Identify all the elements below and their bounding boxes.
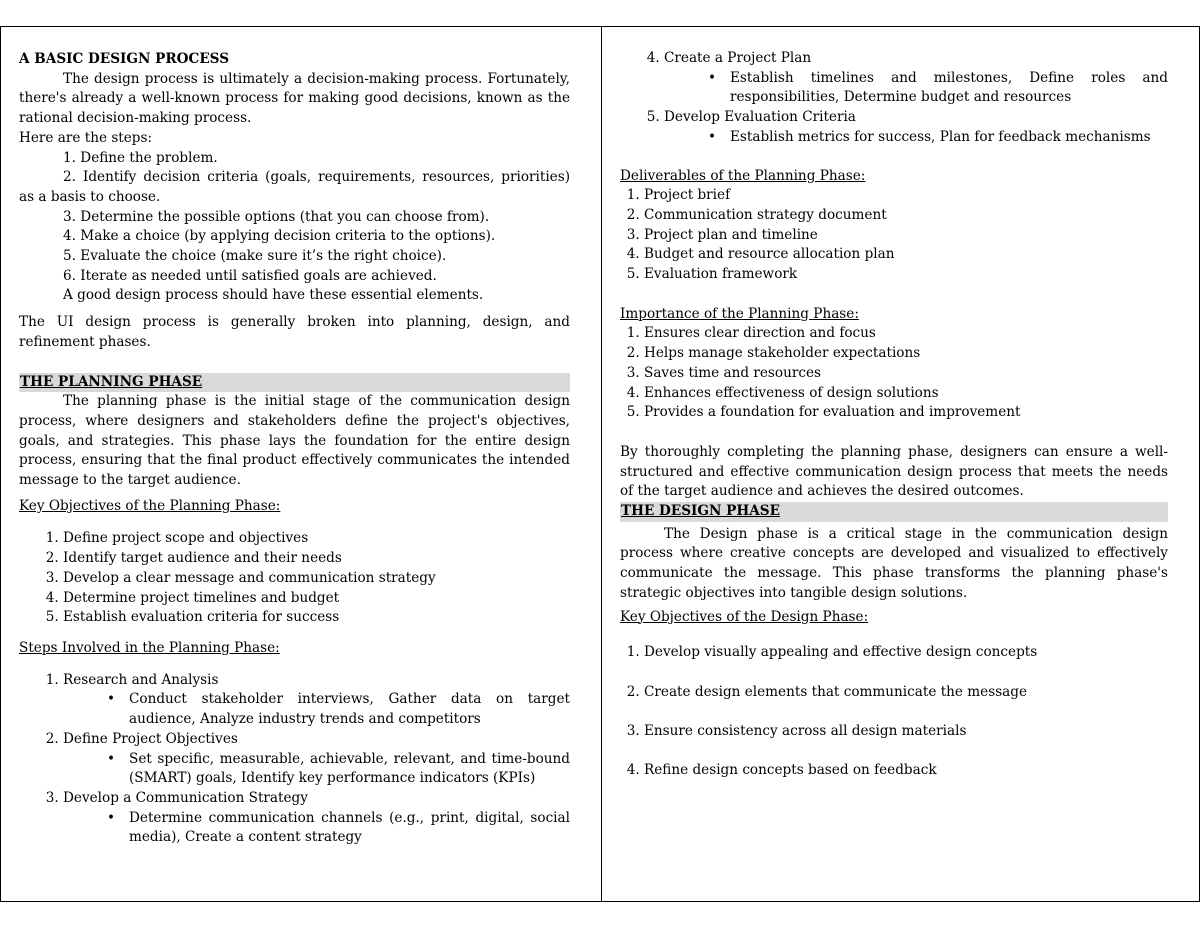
importance-list [620, 324, 1168, 423]
design-objectives-heading: Key Objectives of the Design Phase: [620, 608, 869, 625]
design-intro-paragraph: The Design phase is a critical stage in the communication design process where creative concepts are developed and visualized to effectively communicate the message. This phase transforms the planning phase's strategic objectives into tangible design solutions. [620, 525, 1168, 601]
steps-continued-list [620, 49, 1168, 148]
bullet-item: • Conduct stakeholder interviews, Gather data on target audience, Analyze industry trends and competitors [129, 690, 570, 729]
left-column [19, 27, 570, 848]
document-page [0, 26, 1200, 902]
list-item: 2. Helps manage stakeholder expectations [644, 344, 1168, 364]
list-item: 4. Budget and resource allocation plan [644, 245, 1168, 265]
steps-involved-heading: Steps Involved in the Planning Phase: [19, 639, 280, 656]
steps-label: Here are the steps: [19, 129, 153, 146]
importance-heading: Importance of the Planning Phase: [620, 305, 859, 322]
list-item [664, 49, 1168, 108]
decision-step: 6. Iterate as needed until satisfied goals are achieved. [63, 267, 437, 284]
decision-step: 4. Make a choice (by applying decision criteria to the options). [63, 228, 496, 245]
ui-process-paragraph: The UI design process is generally broken into planning, design, and refinement phases. [19, 314, 570, 350]
list-item: 1. Ensures clear direction and focus [644, 324, 1168, 344]
decision-step: A good design process should have these essential elements. [63, 287, 484, 304]
list-item [664, 108, 1168, 147]
decision-step: 2. Identify decision criteria (goals, requirements, resources, priorities) as a basis to choose. [19, 169, 570, 205]
list-item [63, 730, 570, 789]
design-objectives-list [620, 643, 1168, 781]
decision-step: 1. Define the problem. [63, 149, 218, 166]
list-item: 1. Project brief [644, 186, 1168, 206]
list-item: 2. Create design elements that communicate the message [644, 683, 1168, 703]
step-label: Research and Analysis [63, 671, 219, 688]
bullet-item: • Establish timelines and milestones, Define roles and responsibilities, Determine budget and resources [730, 69, 1168, 108]
list-item [63, 671, 570, 730]
right-column [620, 27, 1168, 801]
list-item: 3. Project plan and timeline [644, 226, 1168, 246]
step-label: Create a Project Plan [664, 50, 812, 66]
bullet-item: • Set specific, measurable, achievable, relevant, and time-bound (SMART) goals, Identify key performance indicators (KPIs) [129, 750, 570, 789]
deliverables-list [620, 186, 1168, 285]
list-item: 5. Provides a foundation for evaluation and improvement [644, 403, 1168, 423]
step-bullets [664, 69, 1168, 108]
list-item: 2. Identify target audience and their needs [63, 549, 570, 569]
list-item: 5. Establish evaluation criteria for success [63, 608, 570, 628]
list-item: 1. Develop visually appealing and effective design concepts [644, 643, 1168, 663]
design-phase-heading: THE DESIGN PHASE [620, 502, 1168, 522]
list-item: 3. Develop a clear message and communication strategy [63, 569, 570, 589]
list-item: 4. Enhances effectiveness of design solutions [644, 384, 1168, 404]
key-objectives-heading: Key Objectives of the Planning Phase: [19, 497, 281, 514]
conclusion-paragraph: By thoroughly completing the planning phase, designers can ensure a well-structured and effective communication design process that meets the needs of the target audience and achieves the desired outcomes. [620, 443, 1168, 500]
list-item: 4. Determine project timelines and budget [63, 589, 570, 609]
bullet-item: • Determine communication channels (e.g., print, digital, social media), Create a content strategy [129, 809, 570, 848]
deliverables-heading: Deliverables of the Planning Phase: [620, 167, 866, 184]
list-item: 4. Refine design concepts based on feedback [644, 761, 1168, 781]
step-bullets [63, 750, 570, 789]
step-label: Define Project Objectives [63, 730, 238, 747]
list-item: 3. Ensure consistency across all design materials [644, 722, 1168, 742]
column-divider [601, 27, 602, 901]
step-label: Develop a Communication Strategy [63, 789, 308, 806]
decision-step: 3. Determine the possible options (that you can choose from). [63, 208, 490, 225]
bullet-item: • Establish metrics for success, Plan for feedback mechanisms [730, 128, 1168, 148]
planning-intro-paragraph: The planning phase is the initial stage of the communication design process, where designers and stakeholders define the project's objectives, goals, and strategies. This phase lays the foundation for the entire design process, ensuring that the final product effectively communicates the intended message to the target audience. [19, 393, 570, 489]
list-item: 3. Saves time and resources [644, 364, 1168, 384]
step-bullets [63, 809, 570, 848]
key-objectives-list [19, 529, 570, 628]
decision-step: 5. Evaluate the choice (make sure it’s the right choice). [63, 248, 447, 265]
steps-involved-list [19, 671, 570, 848]
list-item: 2. Communication strategy document [644, 206, 1168, 226]
step-bullets [63, 690, 570, 729]
document-title: A BASIC DESIGN PROCESS [19, 51, 230, 67]
step-bullets [664, 128, 1168, 148]
list-item [63, 789, 570, 848]
planning-phase-heading: THE PLANNING PHASE [19, 373, 570, 393]
list-item: 5. Evaluation framework [644, 265, 1168, 285]
intro-paragraph: The design process is ultimately a decision-making process. Fortunately, there's already a well-known process for making good decisions, known as the rational decision-making process. [19, 70, 570, 127]
step-label: Develop Evaluation Criteria [664, 109, 856, 126]
list-item: 1. Define project scope and objectives [63, 529, 570, 549]
